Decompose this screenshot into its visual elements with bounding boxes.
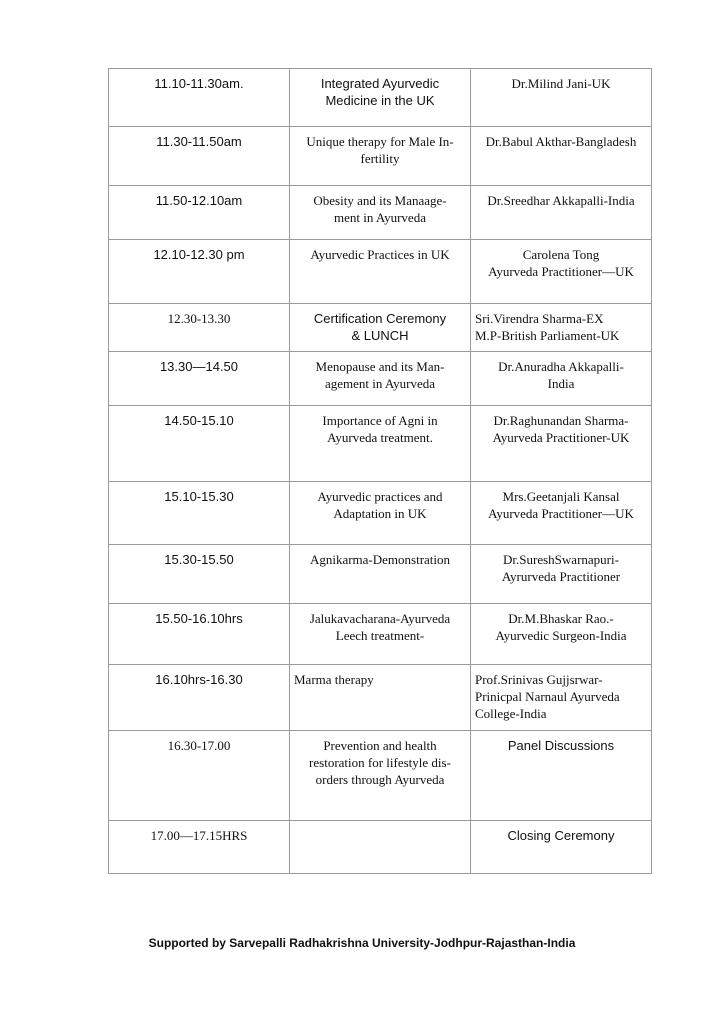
speaker-cell: Prof.Srinivas Gujjsrwar- Prinicpal Narnaul Ayurveda College-India [471,665,652,731]
time-cell: 11.10-11.30am. [109,69,290,127]
topic-cell: Obesity and its Manaage- ment in Ayurveda [290,186,471,240]
topic-cell: Integrated Ayurvedic Medicine in the UK [290,69,471,127]
topic-cell: Ayurvedic practices and Adaptation in UK [290,482,471,545]
speaker-cell: Carolena Tong Ayurveda Practitioner—UK [471,240,652,304]
topic-cell: Unique therapy for Male In- fertility [290,127,471,186]
table-row [109,240,652,304]
table-row [109,186,652,240]
table-row [109,127,652,186]
time-cell: 16.10hrs-16.30 [109,665,290,731]
topic-cell: Marma therapy [290,665,471,731]
schedule-table [108,68,652,874]
speaker-cell: Dr.M.Bhaskar Rao.- Ayurvedic Surgeon-India [471,604,652,665]
speaker-cell: Sri.Virendra Sharma-EX M.P-British Parliament-UK [471,304,652,352]
time-cell: 12.10-12.30 pm [109,240,290,304]
time-cell: 13.30—14.50 [109,352,290,406]
time-cell: 11.50-12.10am [109,186,290,240]
topic-cell: Ayurvedic Practices in UK [290,240,471,304]
table-row [109,69,652,127]
topic-cell: Importance of Agni in Ayurveda treatment. [290,406,471,482]
table-row [109,604,652,665]
time-cell: 17.00—17.15HRS [109,821,290,874]
topic-cell: Prevention and health restoration for lifestyle dis- orders through Ayurveda [290,731,471,821]
time-cell: 12.30-13.30 [109,304,290,352]
speaker-cell: Dr.Milind Jani-UK [471,69,652,127]
footer-text: Supported by Sarvepalli Radhakrishna University-Jodhpur-Rajasthan-India [148,936,576,950]
time-cell: 16.30-17.00 [109,731,290,821]
speaker-cell: Dr.Raghunandan Sharma- Ayurveda Practitioner-UK [471,406,652,482]
speaker-cell: Panel Discussions [471,731,652,821]
time-cell: 15.10-15.30 [109,482,290,545]
topic-cell: Jalukavacharana-Ayurveda Leech treatment- [290,604,471,665]
table-row [109,731,652,821]
topic-cell [290,821,471,874]
speaker-cell: Closing Ceremony [471,821,652,874]
table-row [109,821,652,874]
speaker-cell: Dr.Sreedhar Akkapalli-India [471,186,652,240]
topic-cell: Certification Ceremony & LUNCH [290,304,471,352]
speaker-cell: Dr.SureshSwarnapuri- Ayrurveda Practitioner [471,545,652,604]
table-row [109,352,652,406]
topic-cell: Agnikarma-Demonstration [290,545,471,604]
time-cell: 15.50-16.10hrs [109,604,290,665]
table-row [109,665,652,731]
speaker-cell: Dr.Anuradha Akkapalli- India [471,352,652,406]
topic-cell: Menopause and its Man- agement in Ayurveda [290,352,471,406]
time-cell: 15.30-15.50 [109,545,290,604]
table-row [109,406,652,482]
table-row [109,482,652,545]
table-row [109,545,652,604]
time-cell: 11.30-11.50am [109,127,290,186]
speaker-cell: Mrs.Geetanjali Kansal Ayurveda Practitioner—UK [471,482,652,545]
time-cell: 14.50-15.10 [109,406,290,482]
speaker-cell: Dr.Babul Akthar-Bangladesh [471,127,652,186]
table-row [109,304,652,352]
